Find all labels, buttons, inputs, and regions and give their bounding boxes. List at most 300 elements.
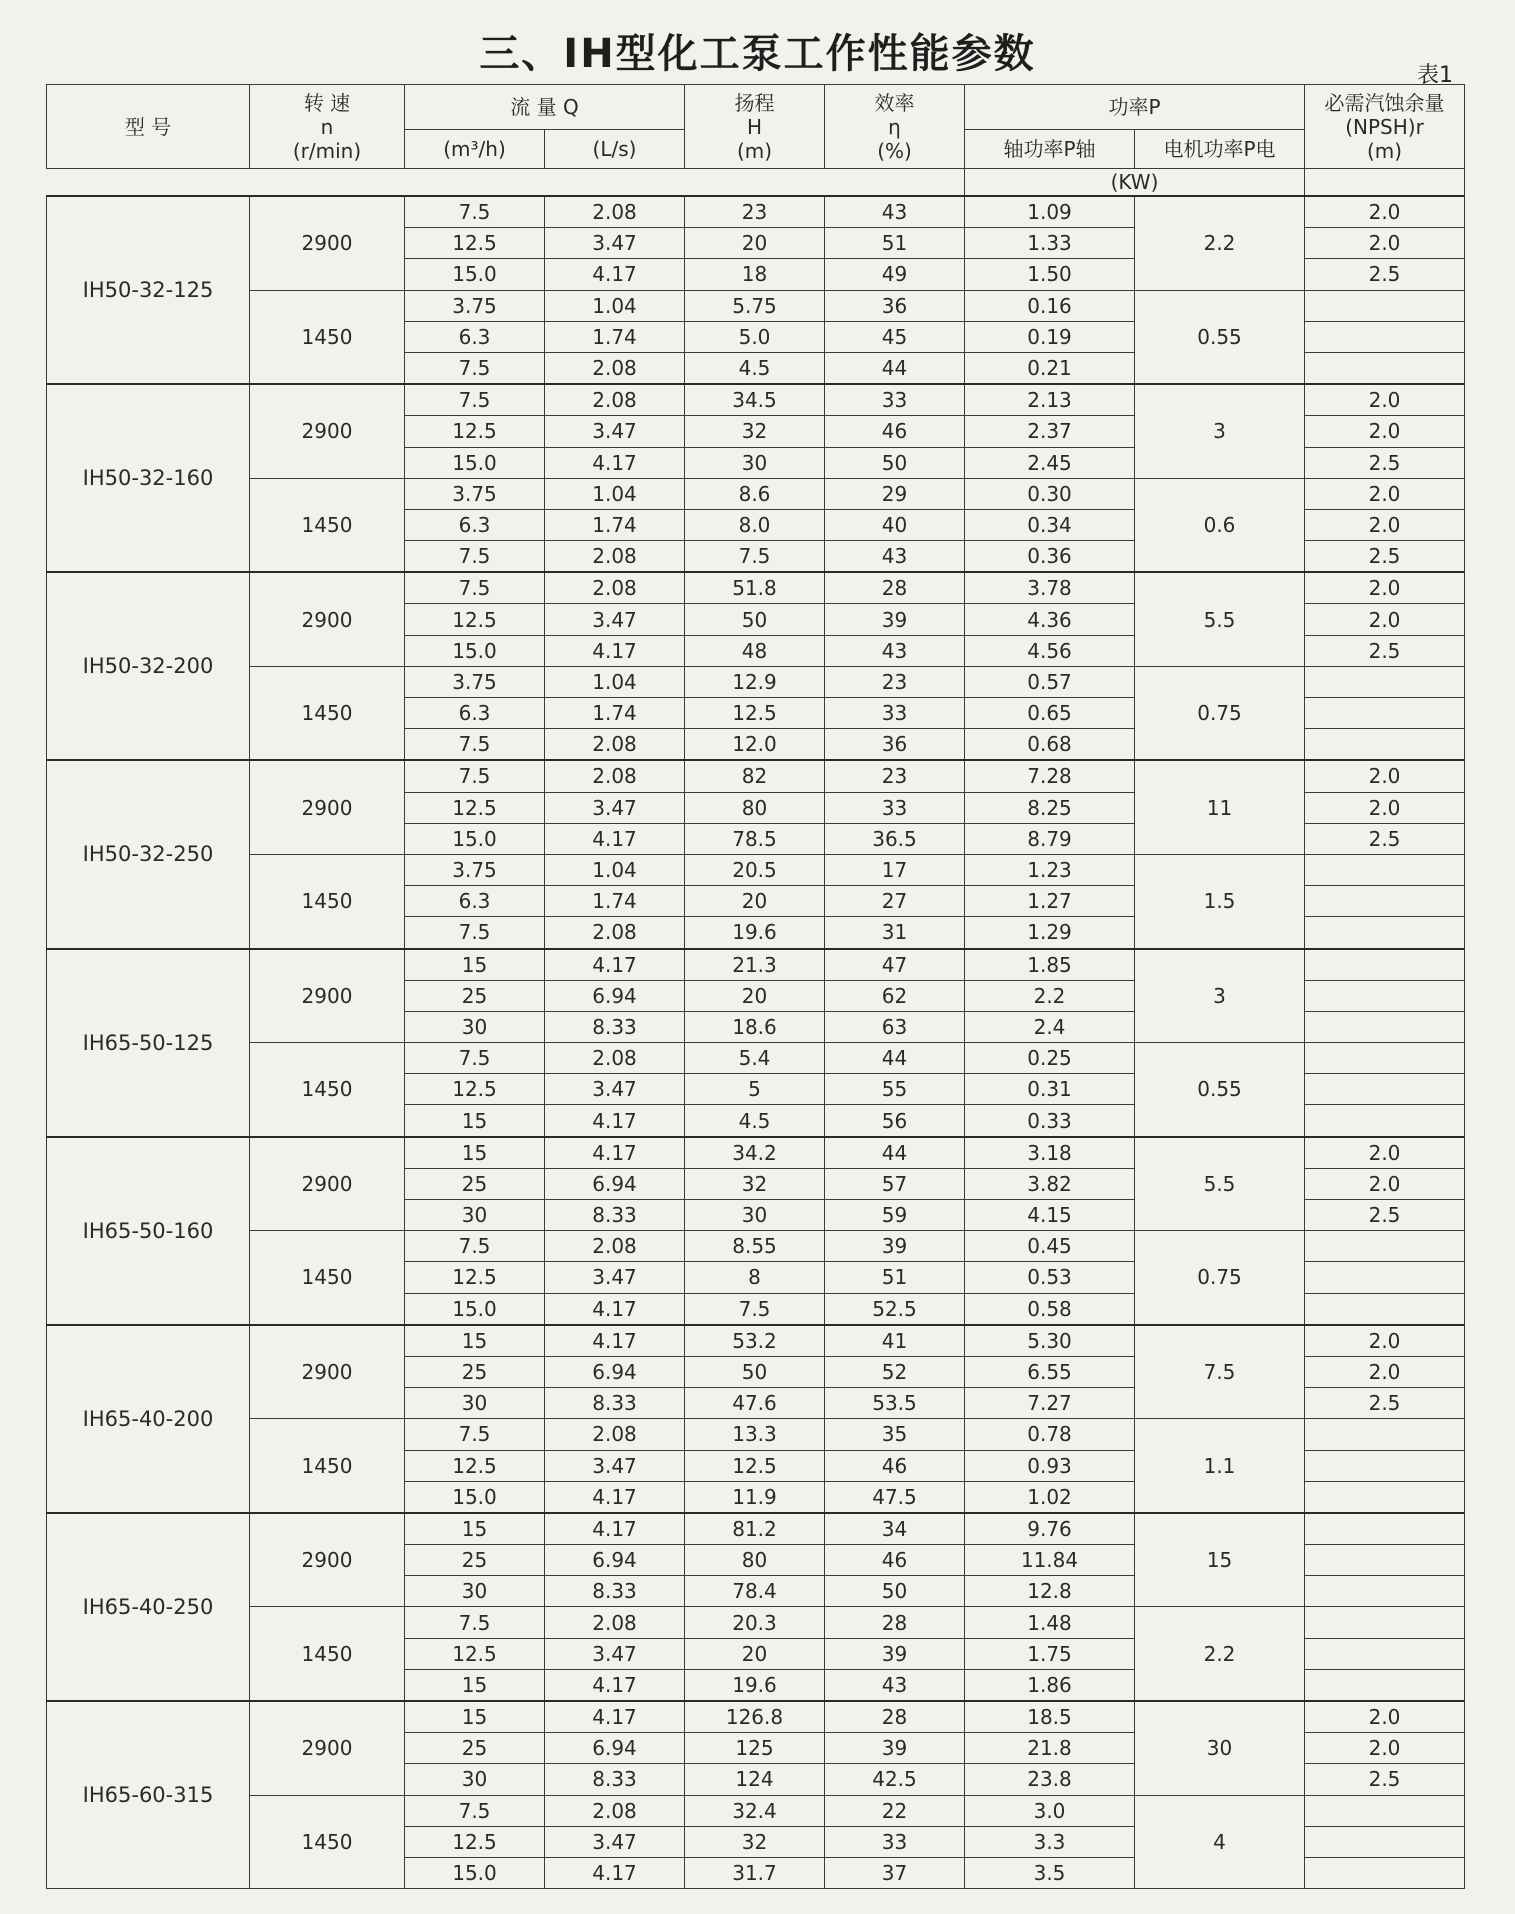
npsh-value: 2.0 xyxy=(1305,228,1465,259)
header-npsh-symbol: (NPSH)r xyxy=(1345,114,1424,139)
npsh-value xyxy=(1305,1231,1465,1262)
head-value: 4.5 xyxy=(685,352,825,384)
flow-m3h-value: 15 xyxy=(405,1513,545,1545)
shaft-power-value: 0.19 xyxy=(965,321,1135,352)
flow-m3h-value: 7.5 xyxy=(405,1607,545,1638)
flow-m3h-value: 6.3 xyxy=(405,321,545,352)
head-value: 4.5 xyxy=(685,1105,825,1137)
head-value: 30 xyxy=(685,447,825,478)
npsh-value xyxy=(1305,1074,1465,1105)
npsh-value: 2.0 xyxy=(1305,478,1465,509)
flow-ls-value: 4.17 xyxy=(545,1857,685,1888)
header-npsh xyxy=(1305,85,1465,169)
table-row xyxy=(47,949,1465,981)
flow-m3h-value: 12.5 xyxy=(405,1450,545,1481)
efficiency-value: 43 xyxy=(825,541,965,573)
shaft-power-value: 0.93 xyxy=(965,1450,1135,1481)
shaft-power-value: 4.56 xyxy=(965,635,1135,666)
flow-ls-value: 2.08 xyxy=(545,384,685,416)
flow-m3h-value: 15 xyxy=(405,1137,545,1169)
flow-ls-value: 4.17 xyxy=(545,1325,685,1357)
shaft-power-value: 8.25 xyxy=(965,792,1135,823)
flow-ls-value: 8.33 xyxy=(545,1764,685,1795)
npsh-value xyxy=(1305,1450,1465,1481)
table-row xyxy=(47,1607,1465,1638)
table-row xyxy=(47,1043,1465,1074)
head-value: 32 xyxy=(685,1168,825,1199)
efficiency-value: 39 xyxy=(825,1638,965,1669)
efficiency-value: 46 xyxy=(825,1545,965,1576)
efficiency-value: 22 xyxy=(825,1795,965,1826)
speed-value: 2900 xyxy=(250,1325,405,1419)
head-value: 82 xyxy=(685,760,825,792)
head-value: 19.6 xyxy=(685,1669,825,1701)
shaft-power-value: 3.5 xyxy=(965,1857,1135,1888)
efficiency-value: 50 xyxy=(825,447,965,478)
flow-m3h-value: 12.5 xyxy=(405,1826,545,1857)
flow-ls-value: 3.47 xyxy=(545,1074,685,1105)
npsh-value: 2.0 xyxy=(1305,384,1465,416)
shaft-power-value: 1.85 xyxy=(965,949,1135,981)
header-head-unit: (m) xyxy=(736,138,773,163)
shaft-power-value: 1.33 xyxy=(965,228,1135,259)
flow-ls-value: 4.17 xyxy=(545,1513,685,1545)
efficiency-value: 51 xyxy=(825,1262,965,1293)
efficiency-value: 43 xyxy=(825,1669,965,1701)
shaft-power-value: 0.53 xyxy=(965,1262,1135,1293)
flow-m3h-value: 15.0 xyxy=(405,1293,545,1325)
speed-value: 2900 xyxy=(250,760,405,854)
shaft-power-value: 12.8 xyxy=(965,1576,1135,1607)
flow-m3h-value: 12.5 xyxy=(405,792,545,823)
flow-m3h-value: 12.5 xyxy=(405,416,545,447)
npsh-value: 2.0 xyxy=(1305,1701,1465,1733)
table-row xyxy=(47,478,1465,509)
flow-m3h-value: 15.0 xyxy=(405,1481,545,1513)
speed-value: 1450 xyxy=(250,1607,405,1701)
model-name: IH65-50-125 xyxy=(47,949,250,1137)
efficiency-value: 47 xyxy=(825,949,965,981)
shaft-power-value: 1.09 xyxy=(965,196,1135,228)
head-value: 124 xyxy=(685,1764,825,1795)
npsh-value xyxy=(1305,1576,1465,1607)
head-value: 12.0 xyxy=(685,729,825,761)
flow-ls-value: 3.47 xyxy=(545,604,685,635)
flow-ls-value: 2.08 xyxy=(545,352,685,384)
header-shaft-power: 轴功率P轴 xyxy=(965,130,1135,169)
flow-m3h-value: 12.5 xyxy=(405,1074,545,1105)
npsh-value xyxy=(1305,1011,1465,1042)
flow-m3h-value: 7.5 xyxy=(405,384,545,416)
npsh-value xyxy=(1305,1607,1465,1638)
motor-power-value: 1.5 xyxy=(1135,854,1305,948)
efficiency-value: 39 xyxy=(825,604,965,635)
motor-power-value: 2.2 xyxy=(1135,196,1305,290)
npsh-value: 2.5 xyxy=(1305,447,1465,478)
page-title: 三、IH型化工泵工作性能参数 xyxy=(479,31,1036,77)
npsh-value xyxy=(1305,1795,1465,1826)
flow-m3h-value: 15 xyxy=(405,1105,545,1137)
flow-ls-value: 2.08 xyxy=(545,917,685,949)
motor-power-value: 2.2 xyxy=(1135,1607,1305,1701)
npsh-value xyxy=(1305,1669,1465,1701)
head-value: 80 xyxy=(685,792,825,823)
flow-ls-value: 1.74 xyxy=(545,321,685,352)
flow-m3h-value: 7.5 xyxy=(405,541,545,573)
flow-ls-value: 4.17 xyxy=(545,1669,685,1701)
flow-ls-value: 4.17 xyxy=(545,823,685,854)
flow-m3h-value: 15 xyxy=(405,1701,545,1733)
shaft-power-value: 0.30 xyxy=(965,478,1135,509)
head-value: 12.5 xyxy=(685,1450,825,1481)
npsh-value xyxy=(1305,854,1465,885)
head-value: 20 xyxy=(685,980,825,1011)
flow-ls-value: 6.94 xyxy=(545,1733,685,1764)
head-value: 32 xyxy=(685,416,825,447)
npsh-value: 2.0 xyxy=(1305,572,1465,604)
flow-ls-value: 2.08 xyxy=(545,541,685,573)
flow-m3h-value: 7.5 xyxy=(405,352,545,384)
head-value: 30 xyxy=(685,1200,825,1231)
flow-ls-value: 6.94 xyxy=(545,1356,685,1387)
npsh-value: 2.0 xyxy=(1305,760,1465,792)
flow-ls-value: 1.04 xyxy=(545,478,685,509)
flow-ls-value: 2.08 xyxy=(545,196,685,228)
table-row xyxy=(47,384,1465,416)
head-value: 53.2 xyxy=(685,1325,825,1357)
flow-m3h-value: 15 xyxy=(405,1669,545,1701)
efficiency-value: 44 xyxy=(825,1137,965,1169)
motor-power-value: 0.75 xyxy=(1135,1231,1305,1325)
header-efficiency-label: 效率 xyxy=(874,90,915,115)
flow-m3h-value: 15.0 xyxy=(405,635,545,666)
flow-ls-value: 6.94 xyxy=(545,980,685,1011)
shaft-power-value: 7.28 xyxy=(965,760,1135,792)
efficiency-value: 33 xyxy=(825,792,965,823)
efficiency-value: 45 xyxy=(825,321,965,352)
shaft-power-value: 3.78 xyxy=(965,572,1135,604)
head-value: 8.6 xyxy=(685,478,825,509)
head-value: 18 xyxy=(685,259,825,290)
npsh-value: 2.0 xyxy=(1305,792,1465,823)
shaft-power-value: 0.36 xyxy=(965,541,1135,573)
npsh-value: 2.5 xyxy=(1305,1388,1465,1419)
flow-ls-value: 3.47 xyxy=(545,792,685,823)
shaft-power-value: 3.18 xyxy=(965,1137,1135,1169)
shaft-power-value: 1.86 xyxy=(965,1669,1135,1701)
head-value: 20 xyxy=(685,886,825,917)
flow-m3h-value: 6.3 xyxy=(405,698,545,729)
efficiency-value: 23 xyxy=(825,760,965,792)
table-row xyxy=(47,1513,1465,1545)
efficiency-value: 51 xyxy=(825,228,965,259)
shaft-power-value: 0.68 xyxy=(965,729,1135,761)
flow-ls-value: 4.17 xyxy=(545,1105,685,1137)
head-value: 31.7 xyxy=(685,1857,825,1888)
flow-m3h-value: 25 xyxy=(405,1356,545,1387)
flow-m3h-value: 25 xyxy=(405,1733,545,1764)
head-value: 18.6 xyxy=(685,1011,825,1042)
flow-ls-value: 1.74 xyxy=(545,509,685,540)
shaft-power-value: 4.15 xyxy=(965,1200,1135,1231)
speed-value: 1450 xyxy=(250,478,405,572)
npsh-value xyxy=(1305,1826,1465,1857)
shaft-power-value: 3.0 xyxy=(965,1795,1135,1826)
shaft-power-value: 11.84 xyxy=(965,1545,1135,1576)
efficiency-value: 41 xyxy=(825,1325,965,1357)
flow-ls-value: 8.33 xyxy=(545,1011,685,1042)
speed-value: 1450 xyxy=(250,666,405,760)
header-speed-label: 转 速 xyxy=(303,90,351,115)
npsh-value: 2.0 xyxy=(1305,1325,1465,1357)
head-value: 12.5 xyxy=(685,698,825,729)
model-name: IH50-32-160 xyxy=(47,384,250,572)
header-efficiency xyxy=(825,85,965,169)
shaft-power-value: 0.21 xyxy=(965,352,1135,384)
head-value: 50 xyxy=(685,604,825,635)
flow-m3h-value: 7.5 xyxy=(405,1043,545,1074)
flow-ls-value: 2.08 xyxy=(545,1231,685,1262)
table-row xyxy=(47,1231,1465,1262)
table-row xyxy=(47,1419,1465,1450)
head-value: 7.5 xyxy=(685,541,825,573)
efficiency-value: 23 xyxy=(825,666,965,697)
flow-ls-value: 6.94 xyxy=(545,1168,685,1199)
shaft-power-value: 21.8 xyxy=(965,1733,1135,1764)
table-row xyxy=(47,1795,1465,1826)
head-value: 20.3 xyxy=(685,1607,825,1638)
efficiency-value: 17 xyxy=(825,854,965,885)
model-name: IH65-50-160 xyxy=(47,1137,250,1325)
head-value: 19.6 xyxy=(685,917,825,949)
efficiency-value: 52.5 xyxy=(825,1293,965,1325)
motor-power-value: 7.5 xyxy=(1135,1325,1305,1419)
npsh-value xyxy=(1305,949,1465,981)
shaft-power-value: 0.25 xyxy=(965,1043,1135,1074)
efficiency-value: 63 xyxy=(825,1011,965,1042)
flow-ls-value: 2.08 xyxy=(545,729,685,761)
flow-ls-value: 2.08 xyxy=(545,1419,685,1450)
model-name: IH65-40-250 xyxy=(47,1513,250,1701)
head-value: 7.5 xyxy=(685,1293,825,1325)
table-number-label: 表1 xyxy=(1417,63,1453,88)
header-model: 型 号 xyxy=(47,85,250,169)
head-value: 23 xyxy=(685,196,825,228)
flow-ls-value: 2.08 xyxy=(545,760,685,792)
efficiency-value: 50 xyxy=(825,1576,965,1607)
head-value: 5.0 xyxy=(685,321,825,352)
npsh-value: 2.0 xyxy=(1305,1733,1465,1764)
efficiency-value: 59 xyxy=(825,1200,965,1231)
flow-ls-value: 2.08 xyxy=(545,1043,685,1074)
npsh-value xyxy=(1305,352,1465,384)
shaft-power-value: 0.33 xyxy=(965,1105,1135,1137)
npsh-value: 2.5 xyxy=(1305,259,1465,290)
head-value: 5.75 xyxy=(685,290,825,321)
shaft-power-value: 0.78 xyxy=(965,1419,1135,1450)
efficiency-value: 39 xyxy=(825,1733,965,1764)
flow-ls-value: 3.47 xyxy=(545,1450,685,1481)
header-motor-power: 电机功率P电 xyxy=(1135,130,1305,169)
shaft-power-value: 3.3 xyxy=(965,1826,1135,1857)
flow-m3h-value: 12.5 xyxy=(405,1262,545,1293)
flow-ls-value: 1.04 xyxy=(545,290,685,321)
header-head-symbol: H xyxy=(746,114,763,139)
efficiency-value: 40 xyxy=(825,509,965,540)
motor-power-value: 0.6 xyxy=(1135,478,1305,572)
efficiency-value: 33 xyxy=(825,1826,965,1857)
model-name: IH50-32-250 xyxy=(47,760,250,948)
shaft-power-value: 5.30 xyxy=(965,1325,1135,1357)
model-name: IH50-32-125 xyxy=(47,196,250,384)
header-efficiency-symbol: η xyxy=(888,114,901,139)
npsh-value xyxy=(1305,1857,1465,1888)
npsh-value xyxy=(1305,1513,1465,1545)
npsh-value xyxy=(1305,980,1465,1011)
motor-power-value: 1.1 xyxy=(1135,1419,1305,1513)
header-power xyxy=(965,85,1305,130)
head-value: 32 xyxy=(685,1826,825,1857)
efficiency-value: 43 xyxy=(825,635,965,666)
flow-m3h-value: 3.75 xyxy=(405,666,545,697)
efficiency-value: 46 xyxy=(825,416,965,447)
npsh-value: 2.5 xyxy=(1305,823,1465,854)
shaft-power-value: 4.36 xyxy=(965,604,1135,635)
efficiency-value: 47.5 xyxy=(825,1481,965,1513)
head-value: 34.5 xyxy=(685,384,825,416)
flow-m3h-value: 7.5 xyxy=(405,196,545,228)
shaft-power-value: 0.65 xyxy=(965,698,1135,729)
shaft-power-value: 0.31 xyxy=(965,1074,1135,1105)
efficiency-value: 33 xyxy=(825,698,965,729)
flow-m3h-value: 15.0 xyxy=(405,823,545,854)
header-npsh-unit: (m) xyxy=(1366,138,1403,163)
npsh-value xyxy=(1305,698,1465,729)
flow-m3h-value: 30 xyxy=(405,1200,545,1231)
npsh-value xyxy=(1305,1293,1465,1325)
motor-power-value: 30 xyxy=(1135,1701,1305,1795)
npsh-value: 2.5 xyxy=(1305,635,1465,666)
speed-value: 2900 xyxy=(250,196,405,290)
head-value: 8.55 xyxy=(685,1231,825,1262)
npsh-value xyxy=(1305,886,1465,917)
flow-m3h-value: 3.75 xyxy=(405,478,545,509)
speed-value: 1450 xyxy=(250,854,405,948)
efficiency-value: 62 xyxy=(825,980,965,1011)
table-row xyxy=(47,290,1465,321)
shaft-power-value: 2.37 xyxy=(965,416,1135,447)
header-efficiency-unit: (%) xyxy=(877,138,912,163)
shaft-power-value: 2.13 xyxy=(965,384,1135,416)
efficiency-value: 42.5 xyxy=(825,1764,965,1795)
flow-ls-value: 8.33 xyxy=(545,1200,685,1231)
head-value: 20 xyxy=(685,1638,825,1669)
motor-power-value: 5.5 xyxy=(1135,572,1305,666)
efficiency-value: 37 xyxy=(825,1857,965,1888)
efficiency-value: 57 xyxy=(825,1168,965,1199)
head-value: 48 xyxy=(685,635,825,666)
model-name: IH65-60-315 xyxy=(47,1701,250,1889)
flow-ls-value: 3.47 xyxy=(545,1262,685,1293)
npsh-value xyxy=(1305,1638,1465,1669)
efficiency-value: 28 xyxy=(825,572,965,604)
efficiency-value: 36.5 xyxy=(825,823,965,854)
flow-ls-value: 1.74 xyxy=(545,886,685,917)
header-speed-unit: (r/min) xyxy=(292,138,362,163)
efficiency-value: 31 xyxy=(825,917,965,949)
model-name: IH65-40-200 xyxy=(47,1325,250,1513)
efficiency-value: 27 xyxy=(825,886,965,917)
npsh-value xyxy=(1305,290,1465,321)
head-value: 47.6 xyxy=(685,1388,825,1419)
shaft-power-value: 0.45 xyxy=(965,1231,1135,1262)
npsh-value xyxy=(1305,1481,1465,1513)
speed-value: 2900 xyxy=(250,572,405,666)
motor-power-value: 11 xyxy=(1135,760,1305,854)
efficiency-value: 39 xyxy=(825,1231,965,1262)
flow-m3h-value: 25 xyxy=(405,1168,545,1199)
header-speed-symbol: n xyxy=(320,114,334,139)
npsh-value: 2.5 xyxy=(1305,1764,1465,1795)
shaft-power-value: 9.76 xyxy=(965,1513,1135,1545)
header-speed xyxy=(250,85,405,169)
flow-m3h-value: 6.3 xyxy=(405,886,545,917)
flow-m3h-value: 7.5 xyxy=(405,1795,545,1826)
flow-ls-value: 4.17 xyxy=(545,635,685,666)
flow-m3h-value: 15.0 xyxy=(405,1857,545,1888)
header-spacer-npsh xyxy=(1305,169,1465,197)
npsh-value: 2.0 xyxy=(1305,1168,1465,1199)
head-value: 81.2 xyxy=(685,1513,825,1545)
motor-power-value: 0.75 xyxy=(1135,666,1305,760)
motor-power-value: 0.55 xyxy=(1135,1043,1305,1137)
efficiency-value: 49 xyxy=(825,259,965,290)
shaft-power-value: 1.48 xyxy=(965,1607,1135,1638)
npsh-value xyxy=(1305,1262,1465,1293)
efficiency-value: 35 xyxy=(825,1419,965,1450)
npsh-value: 2.0 xyxy=(1305,604,1465,635)
shaft-power-value: 2.4 xyxy=(965,1011,1135,1042)
efficiency-value: 28 xyxy=(825,1701,965,1733)
table-row xyxy=(47,854,1465,885)
flow-ls-value: 4.17 xyxy=(545,1481,685,1513)
speed-value: 1450 xyxy=(250,1231,405,1325)
header-head-label: 扬程 xyxy=(734,90,775,115)
npsh-value xyxy=(1305,1419,1465,1450)
efficiency-value: 46 xyxy=(825,1450,965,1481)
npsh-value: 2.0 xyxy=(1305,196,1465,228)
motor-power-value: 3 xyxy=(1135,949,1305,1043)
head-value: 13.3 xyxy=(685,1419,825,1450)
flow-ls-value: 2.08 xyxy=(545,1795,685,1826)
speed-value: 2900 xyxy=(250,1513,405,1607)
header-power-label: 功率P xyxy=(1108,95,1161,119)
flow-m3h-value: 30 xyxy=(405,1764,545,1795)
shaft-power-value: 23.8 xyxy=(965,1764,1135,1795)
npsh-value xyxy=(1305,666,1465,697)
flow-ls-value: 1.04 xyxy=(545,666,685,697)
flow-ls-value: 3.47 xyxy=(545,1826,685,1857)
shaft-power-value: 7.27 xyxy=(965,1388,1135,1419)
flow-m3h-value: 6.3 xyxy=(405,509,545,540)
motor-power-value: 3 xyxy=(1135,384,1305,478)
head-value: 34.2 xyxy=(685,1137,825,1169)
model-name: IH50-32-200 xyxy=(47,572,250,760)
head-value: 20 xyxy=(685,228,825,259)
flow-m3h-value: 25 xyxy=(405,1545,545,1576)
npsh-value: 2.5 xyxy=(1305,1200,1465,1231)
flow-ls-value: 1.74 xyxy=(545,698,685,729)
